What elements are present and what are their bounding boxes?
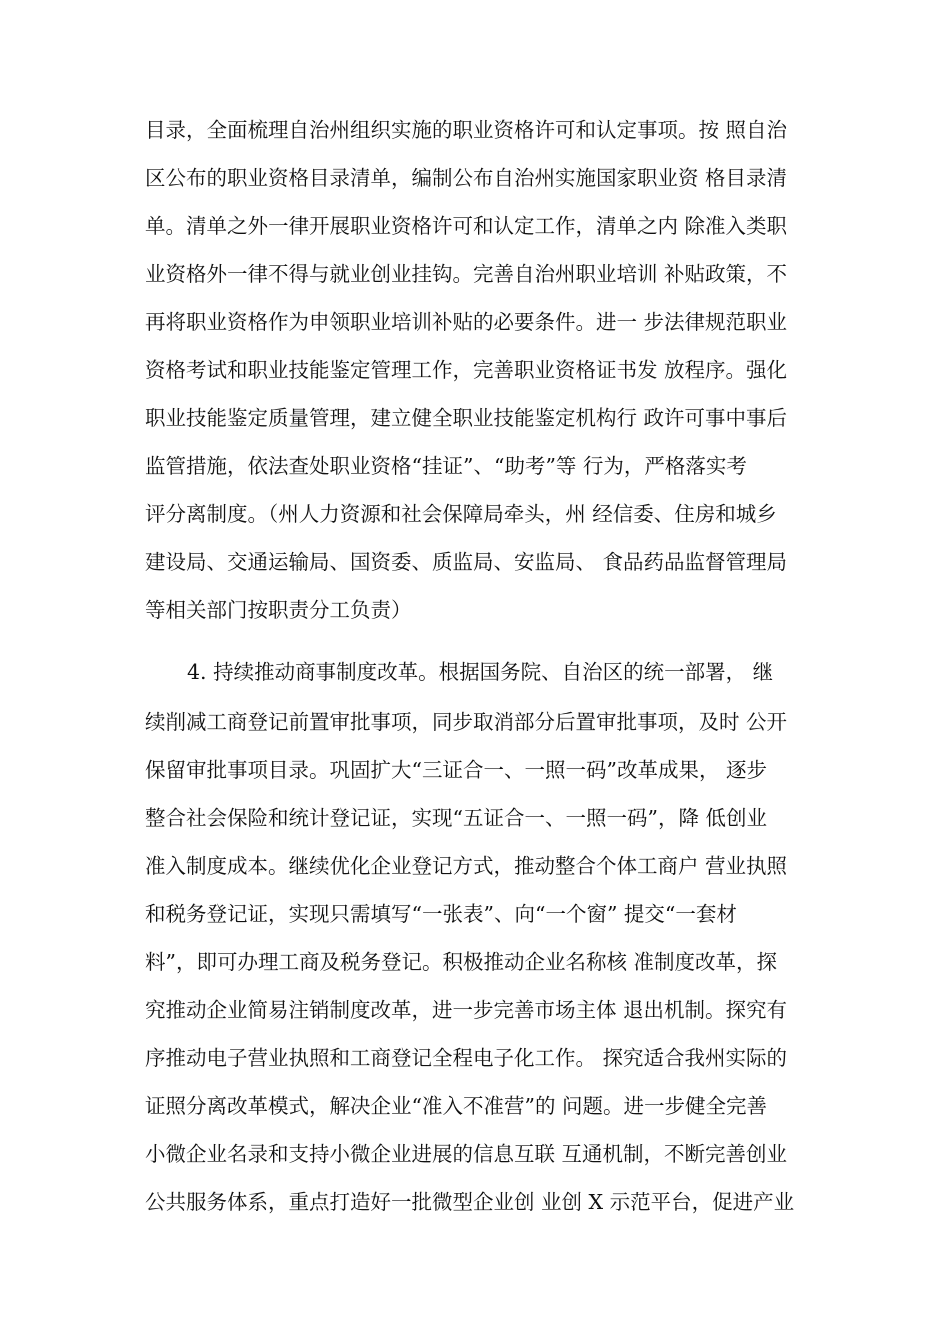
text-line: 资格考试和职业技能鉴定管理工作，完善职业资格证书发 放程序。强化 [145,358,788,382]
text-line: 再将职业资格作为申领职业培训补贴的必要条件。进一 步法律规范职业 [145,310,788,334]
text-line: 准入制度成本。继续优化企业登记方式，推动整合个体工商户 营业执照 [145,854,788,878]
text-line: 证照分离改革模式，解决企业“准入不准营”的 问题。进一步健全完善 [145,1094,767,1118]
text-line: 究推动企业简易注销制度改革，进一步完善市场主体 退出机制。探究有 [145,998,788,1022]
text-line: 和税务登记证，实现只需填写“一张表”、向“一个窗” 提交“一套材 [145,902,737,926]
text-line: 等相关部门按职责分工负责） [145,598,412,622]
text-line: 小微企业名录和支持小微企业进展的信息互联 互通机制，不断完善创业 [145,1142,788,1166]
text-line: 评分离制度。（州人力资源和社会保障局牵头，州 经信委、住房和城乡 [145,502,777,526]
text-line: 公共服务体系，重点打造好一批微型企业创 业创 X 示范平台，促进产业 [145,1190,795,1214]
text-line: 监管措施，依法查处职业资格“挂证”、“助考”等 行为，严格落实考 [145,454,747,478]
text-line: 整合社会保险和统计登记证，实现“五证合一、一照一码”，降 低创业 [145,806,767,830]
text-line: 保留审批事项目录。巩固扩大“三证合一、一照一码”改革成果， 逐步 [145,758,767,782]
text-line: 职业技能鉴定质量管理，建立健全职业技能鉴定机构行 政许可事中事后 [145,406,788,430]
text-line: 序推动电子营业执照和工商登记全程电子化工作。 探究适合我州实际的 [145,1046,788,1070]
text-line: 区公布的职业资格目录清单，编制公布自治州实施国家职业资 格目录清 [145,166,788,190]
text-line: 单。清单之外一律开展职业资格许可和认定工作，清单之内 除准入类职 [145,214,788,238]
text-line: 料”，即可办理工商及税务登记。积极推动企业名称核 准制度改革，探 [145,950,777,974]
text-line: 续削减工商登记前置审批事项，同步取消部分后置审批事项，及时 公开 [145,710,788,734]
text-line: 建设局、交通运输局、国资委、质监局、安监局、 食品药品监督管理局 [145,550,788,574]
text-line: 目录，全面梳理自治州组织实施的职业资格许可和认定事项。按 照自治 [145,118,788,142]
text-line: 4. 持续推动商事制度改革。根据国务院、自治区的统一部署， 继 [187,660,774,684]
text-line: 业资格外一律不得与就业创业挂钩。完善自治州职业培训 补贴政策，不 [145,262,788,286]
